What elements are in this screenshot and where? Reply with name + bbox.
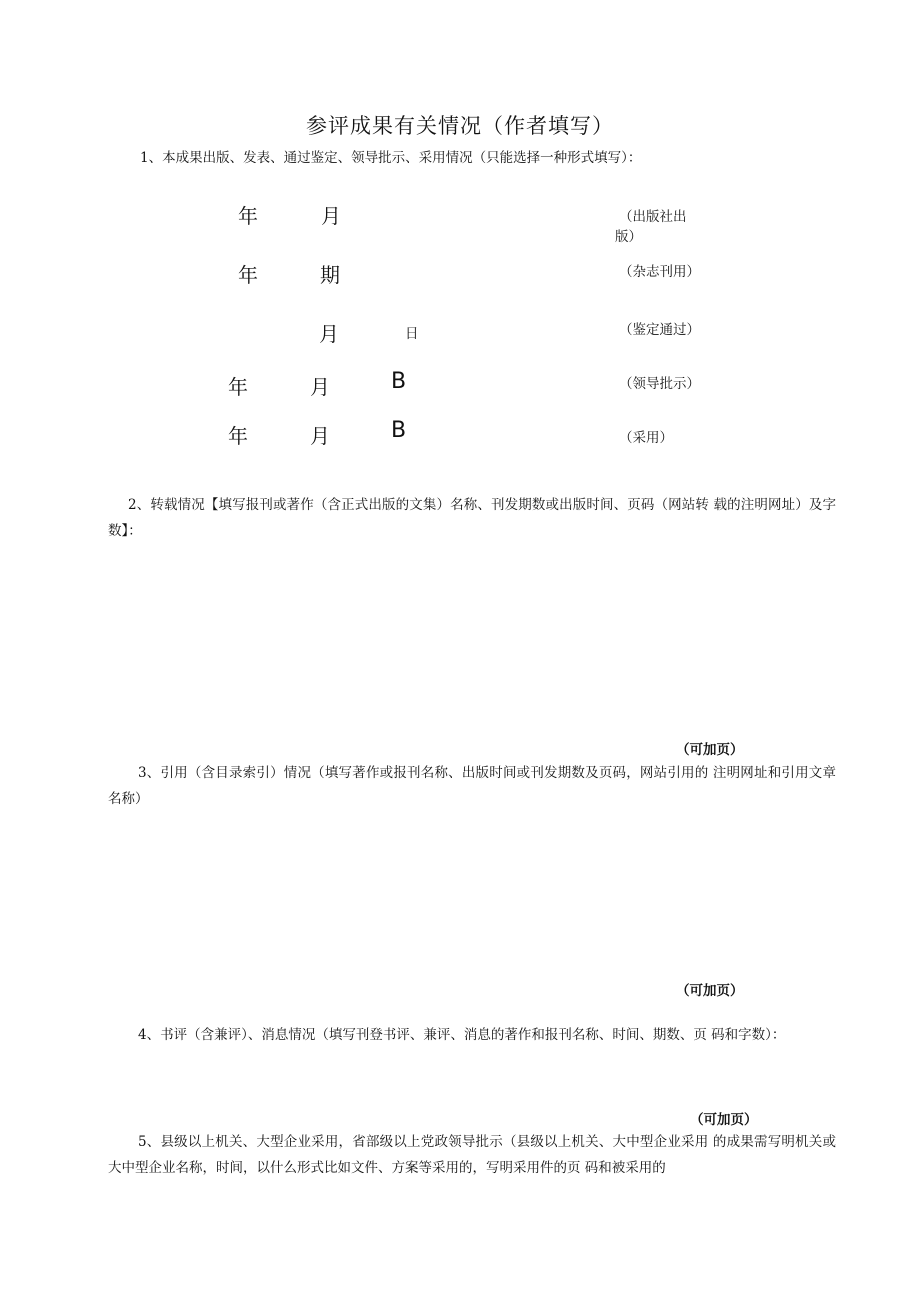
q4-text: 4、书评（含兼评）、消息情况（填写刊登书评、兼评、消息的著作和报刊名称、时间、期数、页 码和字数）： xyxy=(138,1027,786,1043)
row4-month: 月 xyxy=(310,375,330,399)
row5-year: 年 xyxy=(228,424,248,448)
row1-type-line2: 版） xyxy=(615,229,642,245)
row1-type-line1: （出版社出 xyxy=(619,209,687,225)
row2-year: 年 xyxy=(238,263,258,287)
row3-day: 日 xyxy=(405,326,419,342)
row5-day: B xyxy=(391,418,407,443)
q2-section xyxy=(108,492,836,544)
row2-issue: 期 xyxy=(320,263,340,287)
row4-year: 年 xyxy=(228,375,248,399)
row4-day: B xyxy=(391,369,407,394)
q5-text: 5、县级以上机关、大型企业采用，省部级以上党政领导批示（县级以上机关、大中型企业采用 的成果需写明机关或大中型企业名称，时间，以什么形式比如文件、方案等采用的，写明采用件的页 码和被采用的 xyxy=(108,1134,836,1176)
q5-section xyxy=(108,1129,836,1181)
row1-month: 月 xyxy=(321,204,341,228)
q3-note: （可加页） xyxy=(676,983,744,999)
q3-text: 3、引用（含目录索引）情况（填写著作或报刊名称、出版时间或刊发期数及页码，网站引用的 注明网址和引用文章名称） xyxy=(108,765,836,807)
q4-section xyxy=(108,1022,836,1048)
row1-year: 年 xyxy=(238,204,258,228)
q2-note: （可加页） xyxy=(676,742,744,758)
q3-section xyxy=(108,760,836,812)
q2-text: 2、转载情况【填写报刊或著作（含正式出版的文集）名称、刊发期数或出版时间、页码（网站转 载的注明网址）及字数】： xyxy=(108,497,836,539)
q1-text: 1、本成果出版、发表、通过鉴定、领导批示、采用情况（只能选择一种形式填写）： xyxy=(140,150,642,166)
row3-month: 月 xyxy=(319,322,339,346)
row2-type: （杂志刊用） xyxy=(619,264,700,280)
row5-type: （采用） xyxy=(619,430,673,446)
row1-type xyxy=(615,207,687,247)
q4-note: （可加页） xyxy=(690,1112,758,1128)
row5-month: 月 xyxy=(310,424,330,448)
row4-type: （领导批示） xyxy=(619,376,700,392)
row3-type: （鉴定通过） xyxy=(619,322,700,338)
page-title: 参评成果有关情况（作者填写） xyxy=(306,114,614,138)
